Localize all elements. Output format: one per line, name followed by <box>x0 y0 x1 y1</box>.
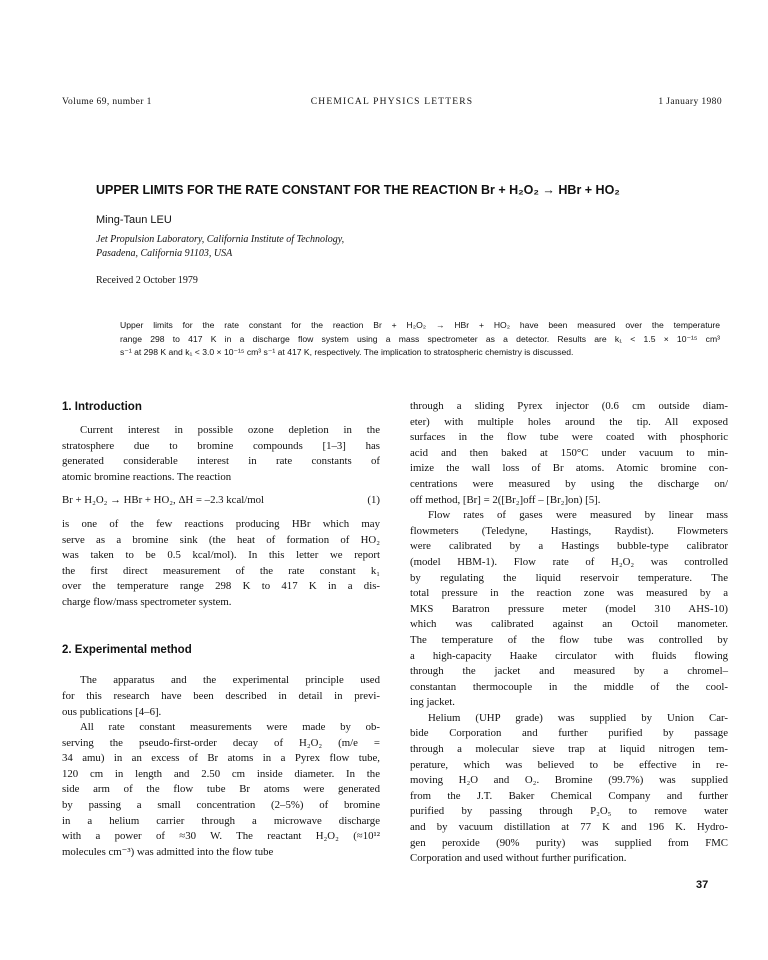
body-line: serving the pseudo-first-order decay of H₂O₂ (m/e = <box>62 736 380 749</box>
body-line: 34 amu) in an excess of Br atoms in a Pyrex flow tube, <box>62 752 380 765</box>
body-line: through a molecular sieve trap at liquid nitrogen tem- <box>410 743 728 756</box>
body-line: eter) with multiple holes around the tip. All exposed <box>410 415 728 428</box>
body-line: (model HBM-1). Flow rate of H₂O₂ was controlled <box>410 555 728 568</box>
body-line: was taken to be 0.5 kcal/mol). In this letter we report <box>62 549 380 562</box>
abstract-line: Upper limits for the rate constant for the reaction Br + H₂O₂ → HBr + HO₂ have been measured over the temperature <box>120 320 720 330</box>
volume-number: Volume 69, number 1 <box>62 97 152 107</box>
body-line: Flow rates of gases were measured by linear mass <box>428 509 728 522</box>
body-line: The apparatus and the experimental principle used <box>80 674 380 687</box>
body-line: a high-capacity Haake circulator with fluids flowing <box>410 649 728 662</box>
body-line: stratosphere due to bromine compounds [1–3] has <box>62 439 380 452</box>
abstract-line: s⁻¹ at 298 K and k₁ < 3.0 × 10⁻¹⁵ cm³ s⁻¹ at 417 K, respectively. The implication to stratospheric chemistry is discussed. <box>120 347 574 358</box>
body-line: through a sliding Pyrex injector (0.6 cm outside diam- <box>410 400 728 412</box>
body-line: acid and then baked at 150°C under vacuum to min- <box>410 446 728 459</box>
body-line: were calibrated by a Hastings bubble-type calibrator <box>410 540 728 553</box>
left-column <box>62 399 380 860</box>
body-line: Corporation and used without further purification. <box>410 852 627 865</box>
body-line: All rate constant measurements were made by ob- <box>80 721 380 734</box>
body-line: gen peroxide (90% purity) was supplied from FMC <box>410 836 728 849</box>
body-line: MKS Baratron pressure meter (model 310 AHS-10) <box>410 602 728 615</box>
body-line: charge flow/mass spectrometer system. <box>62 595 232 608</box>
body-line: moving H₂O and O₂. Bromine (99.7%) was supplied <box>410 774 728 787</box>
body-line: which was calibrated against an Octoil manometer. <box>410 618 728 631</box>
body-line: atomic bromine reactions. The reaction <box>62 470 232 483</box>
body-line: generated considerable interest in rate constants of <box>62 455 380 468</box>
body-line: through the jacket and measured by a chromel– <box>410 665 728 678</box>
body-line: flowmeters (Teledyne, Hastings, Raydist). Flowmeters <box>410 524 728 537</box>
body-line: ing jacket. <box>410 696 455 709</box>
journal-name: CHEMICAL PHYSICS LETTERS <box>310 97 474 107</box>
running-head <box>62 97 722 111</box>
body-line: from the J.T. Baker Chemical Company and further <box>410 789 728 802</box>
body-line: centrations were measured by using the discharge on/ <box>410 477 728 490</box>
equation-text: Br + H₂O₂ → HBr + HO₂, ΔH = –2.3 kcal/mol <box>62 494 265 507</box>
abstract-line: range 298 to 417 K in a discharge flow system using a mass spectrometer as a detector. Results are k₁ < 1.5 × 10⁻¹⁵ cm³ <box>120 333 720 344</box>
section-heading-introduction: 1. Introduction <box>62 401 142 413</box>
body-line: serve as a bromine sink (the heat of formation of HO₂ <box>62 533 380 546</box>
body-line: off method, [Br] = 2([Br₂]off – [Br₂]on) [5]. <box>410 493 601 506</box>
abstract <box>120 319 720 360</box>
body-line: surfaces in the flow tube were coated with phosphoric <box>410 431 728 444</box>
body-line: perature, which was believed to be effective in re- <box>410 758 728 771</box>
page-number: 37 <box>696 879 709 891</box>
body-line: Helium (UHP grade) was supplied by Union Car- <box>428 711 728 724</box>
author-affiliation-line-2: Pasadena, California 91103, USA <box>96 248 233 259</box>
body-line: over the temperature range 298 K to 417 K in a dis- <box>62 580 380 593</box>
article-title: UPPER LIMITS FOR THE RATE CONSTANT FOR THE REACTION Br + H₂O₂ → HBr + HO₂ <box>96 183 620 197</box>
body-line: Current interest in possible ozone depletion in the <box>80 424 380 436</box>
body-line: purified by passing through P₂O₅ to remove water <box>410 805 728 818</box>
body-line: for this research have been described in detail in previ- <box>62 689 380 702</box>
body-line: 120 cm in length and 2.50 cm inside diameter. In the <box>62 767 380 780</box>
right-column <box>410 399 728 867</box>
body-line: by regulating the liquid reservoir temperature. The <box>410 571 728 584</box>
body-line: the first direct measurement of the rate constant k₁ <box>62 564 380 577</box>
author-affiliation-line-1: Jet Propulsion Laboratory, California Institute of Technology, <box>96 234 345 245</box>
body-line: with a power of ≈30 W. The reactant H₂O₂ (≈10¹² <box>62 830 380 843</box>
body-line: bide Corporation and further purified by passage <box>410 727 728 740</box>
body-line: is one of the few reactions producing HBr which may <box>62 517 380 530</box>
body-line: in a helium carrier through a microwave discharge <box>62 814 380 827</box>
body-line: The temperature of the flow tube was controlled by <box>410 633 728 646</box>
author-name: Ming-Taun LEU <box>96 214 172 226</box>
body-line: total pressure in the reaction zone was measured by a <box>410 587 728 600</box>
issue-date: 1 January 1980 <box>658 97 722 107</box>
body-line: molecules cm⁻³) was admitted into the flow tube <box>62 845 274 858</box>
body-line: by passing a small concentration (2–5%) of bromine <box>62 799 380 812</box>
body-line: side arm of the flow tube Br atoms were generated <box>62 783 380 796</box>
body-line: constantan thermocouple in the middle of the cool- <box>410 680 728 693</box>
reaction-equation <box>62 493 380 509</box>
section-heading-experimental: 2. Experimental method <box>62 643 192 656</box>
equation-number: (1) <box>367 494 380 507</box>
received-date: Received 2 October 1979 <box>96 275 198 286</box>
body-line: imize the wall loss of Br atoms. Atomic bromine con- <box>410 462 728 475</box>
body-line: ous publications [4–6]. <box>62 705 162 718</box>
body-line: and by vacuum distillation at 77 K and 196 K. Hydro- <box>410 821 728 834</box>
